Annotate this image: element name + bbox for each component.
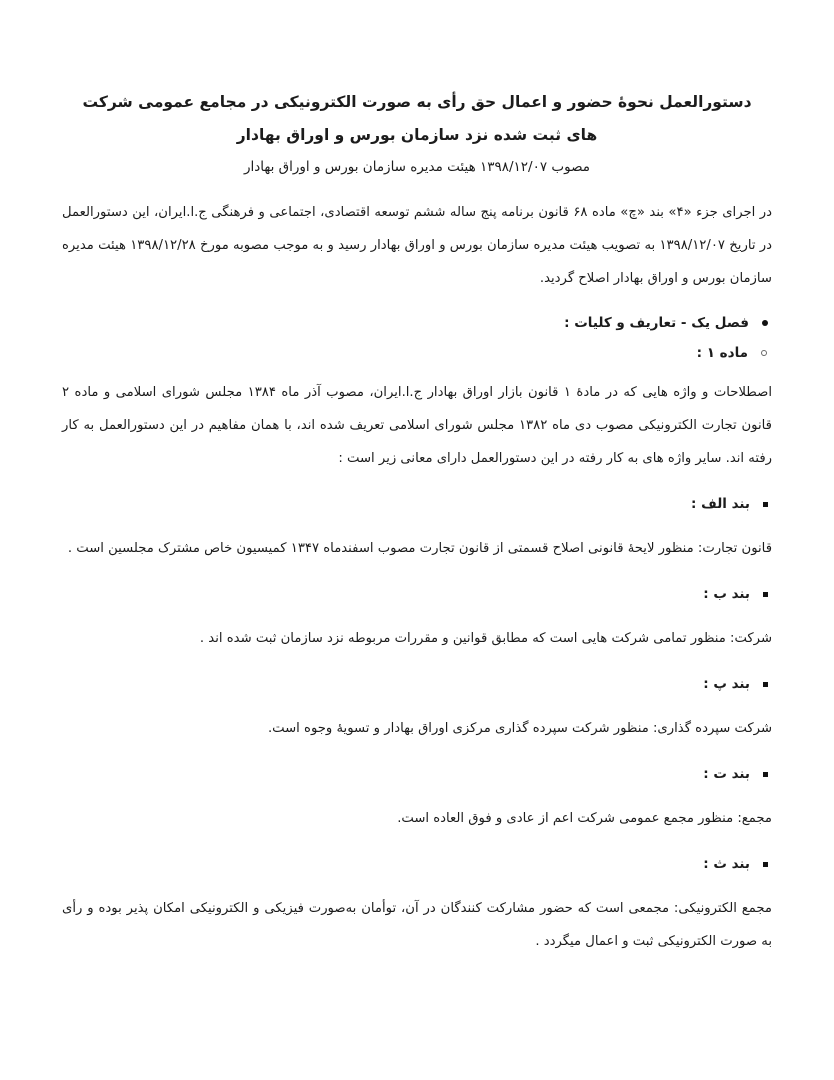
clause-pe-body: شرکت سپرده گذاری: منظور شرکت سپرده گذاری مرکزی اوراق بهادار و تسویۀ وجوه است. xyxy=(267,721,772,736)
clause-te-heading xyxy=(62,759,772,789)
clause-pe-label: بند پ : xyxy=(703,676,750,692)
chapter-one-label: فصل یک - تعاریف و کلیات : xyxy=(564,315,749,331)
clause-alef-heading xyxy=(62,489,772,519)
square-bullet-icon xyxy=(763,862,768,867)
chapter-one-heading xyxy=(62,308,772,338)
circle-bullet-icon xyxy=(761,350,767,356)
clause-se-heading xyxy=(62,849,772,879)
intro-paragraph: در اجرای جزء «۴» بند «چ» ماده ۶۸ قانون برنامه پنج ساله ششم توسعه اقتصادی، اجتماعی و فرهنگی ج.ا.ایران، این دستورالعمل در تاریخ ۱۳۹۸/۱۲/۰۷ به تصویب هیئت مدیره سازمان بورس و اوراق بهادار رسید و به موجب مصوبه مورخ ۱۳۹۸/۱۲/۲۸ هیئت مدیره سازمان بورس و اوراق بهادار اصلاح گردید. xyxy=(62,205,772,286)
square-bullet-icon xyxy=(763,682,768,687)
square-bullet-icon xyxy=(763,502,768,507)
square-bullet-icon xyxy=(763,772,768,777)
square-bullet-icon xyxy=(763,592,768,597)
article-one-label: ماده ۱ : xyxy=(696,345,748,361)
disc-bullet-icon xyxy=(762,320,768,326)
approval-date-line: مصوب ۱۳۹۸/۱۲/۰۷ هیئت مدیره سازمان بورس و اوراق بهادار xyxy=(243,159,591,175)
clause-be-heading xyxy=(62,579,772,609)
document-title: دستورالعمل نحوۀ حضور و اعمال حق رأی به صورت الکترونیکی در مجامع عمومی شرکت های ثبت شده نزد سازمان بورس و اوراق بهادار xyxy=(82,93,752,144)
clause-se-body: مجمع الکترونیکی: مجمعی است که حضور مشارکت کنندگان در آن، توأمان به‌صورت فیزیکی و الکترونیکی امکان پذیر بوده و رأی به صورت الکترونیکی ثبت و اعمال میگردد . xyxy=(62,901,772,949)
clause-alef-body: قانون تجارت: منظور لایحۀ قانونی اصلاح قسمتی از قانون تجارت مصوب اسفندماه ۱۳۴۷ کمیسیون خاص مشترک مجلسین است . xyxy=(67,541,772,556)
clause-alef-label: بند الف : xyxy=(691,496,750,512)
clause-pe-heading xyxy=(62,669,772,699)
clause-se-label: بند ث : xyxy=(703,856,750,872)
clause-be-body: شرکت: منظور تمامی شرکت هایی است که مطابق قوانین و مقررات مربوطه نزد سازمان ثبت شده اند . xyxy=(199,631,772,646)
article-one-body: اصطلاحات و واژه هایی که در مادۀ ۱ قانون بازار اوراق بهادار ج.ا.ایران، مصوب آذر ماه ۱۳۸۴ مجلس شورای اسلامی و ماده ۲ قانون تجارت الکترونیکی مصوب دی ماه ۱۳۸۲ مجلس شورای اسلامی تعریف شده اند، با همان مفاهیم در این دستورالعمل به کار رفته اند. سایر واژه های به کار رفته در این دستورالعمل دارای معانی زیر است : xyxy=(62,385,772,466)
clause-te-body: مجمع: منظور مجمع عمومی شرکت اعم از عادی و فوق العاده است. xyxy=(397,811,772,826)
clause-be-label: بند ب : xyxy=(703,586,750,602)
clause-te-label: بند ت : xyxy=(703,766,750,782)
article-one-heading xyxy=(62,338,772,368)
